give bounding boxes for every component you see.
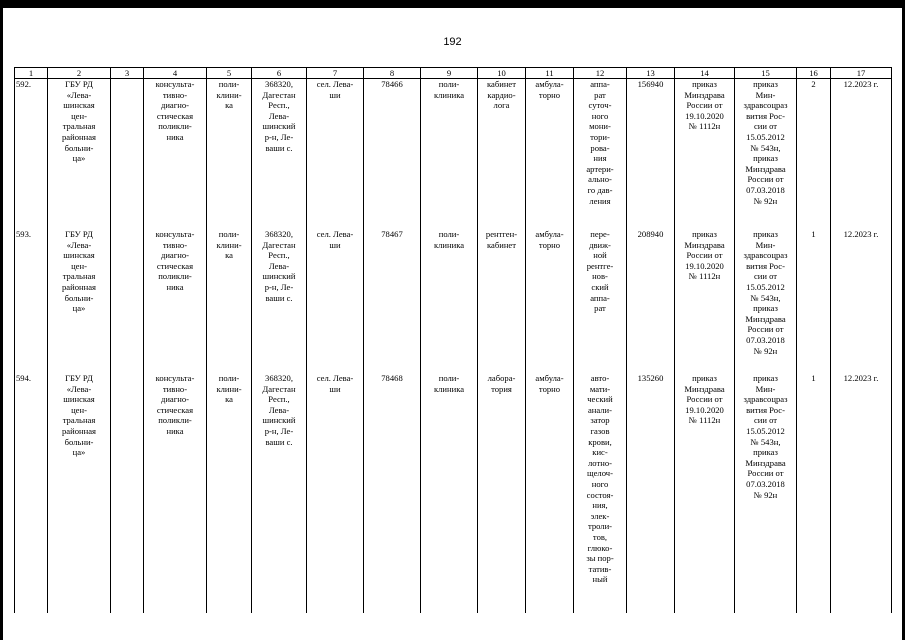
unit-cell xyxy=(207,373,252,613)
facility-type-line: тивно- xyxy=(162,383,188,394)
standard-line: 15.05.2012 xyxy=(746,425,785,436)
equipment-line: ческий xyxy=(587,394,613,405)
facility-type-line: стическая xyxy=(156,110,194,121)
equipment-line: ный xyxy=(592,574,608,585)
equipment-line: мати- xyxy=(589,383,611,394)
date-line: 12.2023 г. xyxy=(843,229,879,239)
organization-cell xyxy=(48,373,111,613)
department-line: клиника xyxy=(433,239,465,250)
quantity-cell xyxy=(797,373,831,613)
row-number-text: 592. xyxy=(16,79,32,89)
quantity-cell xyxy=(797,79,831,230)
room-cell xyxy=(478,373,526,613)
standard-line: Минздрава xyxy=(745,163,786,174)
address-line: Респ., xyxy=(268,100,290,111)
equipment-line: зы пор- xyxy=(586,553,614,564)
standard-line: № 543н, xyxy=(750,436,781,447)
equipment-line: ния, xyxy=(592,500,608,511)
equipment-cell xyxy=(574,79,627,230)
address-line: 368320, xyxy=(265,373,293,383)
unit-line: клини- xyxy=(216,89,242,100)
price-cell xyxy=(627,79,675,230)
table-row xyxy=(15,79,892,230)
organization-line: ца» xyxy=(72,153,86,164)
equipment-line: затор xyxy=(590,415,610,426)
equipment-line: щелоч- xyxy=(587,468,613,479)
standard-line: 07.03.2018 xyxy=(746,334,785,345)
organization-line: тральная xyxy=(62,271,96,282)
column-header: 12 xyxy=(574,68,627,79)
address-cell xyxy=(252,79,307,230)
standard-cell xyxy=(735,373,797,613)
address-line: 368320, xyxy=(265,79,293,89)
room-cell xyxy=(478,79,526,230)
standard-line: Минздрава xyxy=(745,457,786,468)
address-line: шинский xyxy=(262,121,296,132)
table-row xyxy=(15,229,892,373)
room-line: кабинет xyxy=(487,79,516,89)
address-cell xyxy=(252,229,307,373)
organization-line: шинская xyxy=(63,250,95,261)
organization-line: районная xyxy=(62,131,96,142)
column-header: 7 xyxy=(307,68,364,79)
code-cell xyxy=(364,229,421,373)
order-line: № 1112н xyxy=(688,271,721,282)
standard-line: № 543н, xyxy=(750,292,781,303)
facility-type-line: ника xyxy=(166,131,184,142)
standard-line: здравсоцраз xyxy=(743,394,788,405)
facility-type-line: диагно- xyxy=(160,100,190,111)
department-line: поли- xyxy=(438,79,460,89)
care-form-line: торно xyxy=(538,383,561,394)
equipment-line: рова- xyxy=(590,142,610,153)
order-line: России от xyxy=(686,100,723,111)
equipment-line: глюко- xyxy=(587,542,613,553)
equipment-line: лотно- xyxy=(588,457,612,468)
organization-line: районная xyxy=(62,281,96,292)
equipment-line: рентге- xyxy=(586,260,614,271)
equipment-line: ного xyxy=(591,478,609,489)
row-number-text: 593. xyxy=(16,229,32,239)
header-row xyxy=(15,68,892,79)
column-header: 10 xyxy=(478,68,526,79)
equipment-line: мони- xyxy=(589,121,611,132)
organization-line: шинская xyxy=(63,100,95,111)
date-cell xyxy=(831,79,892,230)
standard-line: № 92н xyxy=(753,345,778,356)
row-number-cell xyxy=(15,229,48,373)
code-line: 78466 xyxy=(381,79,403,89)
equipment-line: тори- xyxy=(590,131,610,142)
standard-line: приказ xyxy=(753,153,778,164)
equipment-line: движ- xyxy=(589,239,611,250)
equipment-line: анали- xyxy=(587,404,613,415)
facility-type-line: консульта- xyxy=(155,229,195,239)
equipment-line: го дав- xyxy=(587,184,613,195)
care-form-cell xyxy=(526,229,574,373)
locality-cell xyxy=(307,373,364,613)
organization-line: ГБУ РД xyxy=(65,79,93,89)
room-line: кабинет xyxy=(487,239,516,250)
care-form-line: амбула- xyxy=(535,79,564,89)
date-line: 12.2023 г. xyxy=(843,373,879,383)
locality-line: сел. Лева- xyxy=(316,229,354,239)
column-header: 5 xyxy=(207,68,252,79)
order-line: 19.10.2020 xyxy=(685,260,724,271)
price-cell xyxy=(627,229,675,373)
unit-line: ка xyxy=(225,394,233,405)
standard-line: вития Рос- xyxy=(746,110,785,121)
order-line: приказ xyxy=(692,229,717,239)
order-cell xyxy=(675,373,735,613)
organization-line: цен- xyxy=(71,404,87,415)
column-header: 15 xyxy=(735,68,797,79)
order-line: Минздрава xyxy=(684,239,725,250)
unit-line: ка xyxy=(225,250,233,261)
order-cell xyxy=(675,229,735,373)
standard-line: 15.05.2012 xyxy=(746,131,785,142)
standard-line: России от xyxy=(747,324,784,335)
standard-line: вития Рос- xyxy=(746,260,785,271)
standard-line: вития Рос- xyxy=(746,404,785,415)
column-header: 3 xyxy=(111,68,144,79)
column-header: 1 xyxy=(15,68,48,79)
department-cell xyxy=(421,79,478,230)
quantity-cell xyxy=(797,229,831,373)
department-cell xyxy=(421,373,478,613)
standard-cell xyxy=(735,79,797,230)
column-header: 2 xyxy=(48,68,111,79)
column-header: 6 xyxy=(252,68,307,79)
standard-line: приказ xyxy=(753,79,778,89)
date-line: 12.2023 г. xyxy=(843,79,879,89)
organization-line: ГБУ РД xyxy=(65,229,93,239)
organization-line: ца» xyxy=(72,303,86,314)
organization-cell xyxy=(48,79,111,230)
scan-border-top xyxy=(0,0,905,8)
order-cell xyxy=(675,79,735,230)
quantity-line: 1 xyxy=(811,373,816,383)
code-cell xyxy=(364,79,421,230)
standard-line: приказ xyxy=(753,373,778,383)
equipment-line: суточ- xyxy=(588,100,612,111)
address-line: Лева- xyxy=(268,260,290,271)
column-header: 9 xyxy=(421,68,478,79)
equipment-line: тов, xyxy=(592,531,608,542)
unit-line: поли- xyxy=(218,79,240,89)
unit-line: ка xyxy=(225,100,233,111)
standard-line: приказ xyxy=(753,229,778,239)
equipment-line: элек- xyxy=(590,510,610,521)
address-line: Дагестан xyxy=(262,89,296,100)
price-line: 208940 xyxy=(637,229,664,239)
equipment-cell xyxy=(574,229,627,373)
equipment-line: крови, xyxy=(588,436,612,447)
organization-line: тральная xyxy=(62,415,96,426)
room-line: тория xyxy=(491,383,512,394)
equipment-line: авто- xyxy=(590,373,610,383)
organization-line: больни- xyxy=(64,292,94,303)
care-form-line: торно xyxy=(538,89,561,100)
address-line: Лева- xyxy=(268,404,290,415)
standard-line: Мин- xyxy=(755,89,776,100)
facility-type-line: стическая xyxy=(156,404,194,415)
locality-line: ши xyxy=(329,383,341,394)
address-line: р-н, Ле- xyxy=(264,281,294,292)
standard-line: 07.03.2018 xyxy=(746,478,785,489)
locality-cell xyxy=(307,229,364,373)
standard-line: Мин- xyxy=(755,383,776,394)
organization-cell xyxy=(48,229,111,373)
order-line: 19.10.2020 xyxy=(685,404,724,415)
room-line: лабора- xyxy=(487,373,516,383)
facility-type-line: поликли- xyxy=(158,415,192,426)
equipment-line: ский xyxy=(591,281,609,292)
address-line: Респ., xyxy=(268,394,290,405)
organization-line: ца» xyxy=(72,447,86,458)
standard-line: 15.05.2012 xyxy=(746,281,785,292)
equipment-registry-table xyxy=(14,67,892,613)
address-line: 368320, xyxy=(265,229,293,239)
row-number-text: 594. xyxy=(16,373,32,383)
locality-line: ши xyxy=(329,239,341,250)
care-form-cell xyxy=(526,79,574,230)
equipment-line: рат xyxy=(594,303,606,314)
locality-line: ши xyxy=(329,89,341,100)
standard-line: № 92н xyxy=(753,489,778,500)
standard-line: здравсоцраз xyxy=(743,100,788,111)
facility-type-cell xyxy=(144,229,207,373)
department-line: поли- xyxy=(438,229,460,239)
unit-cell xyxy=(207,79,252,230)
facility-type-cell xyxy=(144,373,207,613)
address-line: Лева- xyxy=(268,110,290,121)
standard-line: сии от xyxy=(753,121,778,132)
column-3-cell xyxy=(111,373,144,613)
organization-line: больни- xyxy=(64,436,94,447)
unit-line: поли- xyxy=(218,229,240,239)
address-line: Респ., xyxy=(268,250,290,261)
locality-line: сел. Лева- xyxy=(316,373,354,383)
equipment-line: аппа- xyxy=(590,292,610,303)
standard-line: 07.03.2018 xyxy=(746,184,785,195)
address-line: р-н, Ле- xyxy=(264,425,294,436)
column-header: 4 xyxy=(144,68,207,79)
standard-line: Минздрава xyxy=(745,313,786,324)
code-line: 78467 xyxy=(381,229,403,239)
facility-type-line: консульта- xyxy=(155,79,195,89)
scan-border-left xyxy=(0,0,3,640)
organization-line: «Лева- xyxy=(66,239,92,250)
department-line: клиника xyxy=(433,383,465,394)
standard-line: приказ xyxy=(753,303,778,314)
standard-line: приказ xyxy=(753,447,778,458)
care-form-line: амбула- xyxy=(535,373,564,383)
column-header: 11 xyxy=(526,68,574,79)
facility-type-line: ника xyxy=(166,281,184,292)
equipment-line: троли- xyxy=(587,521,613,532)
date-cell xyxy=(831,229,892,373)
organization-line: цен- xyxy=(71,260,87,271)
facility-type-line: поликли- xyxy=(158,271,192,282)
facility-type-line: диагно- xyxy=(160,394,190,405)
organization-line: цен- xyxy=(71,110,87,121)
equipment-line: пере- xyxy=(590,229,610,239)
organization-line: «Лева- xyxy=(66,383,92,394)
date-cell xyxy=(831,373,892,613)
column-3-cell xyxy=(111,229,144,373)
locality-cell xyxy=(307,79,364,230)
standard-line: Мин- xyxy=(755,239,776,250)
room-line: лога xyxy=(493,100,510,111)
facility-type-cell xyxy=(144,79,207,230)
column-header: 17 xyxy=(831,68,892,79)
equipment-line: состоя- xyxy=(586,489,614,500)
unit-line: поли- xyxy=(218,373,240,383)
facility-type-line: тивно- xyxy=(162,89,188,100)
order-line: Минздрава xyxy=(684,383,725,394)
organization-line: «Лева- xyxy=(66,89,92,100)
room-line: кардио- xyxy=(487,89,516,100)
locality-line: сел. Лева- xyxy=(316,79,354,89)
standard-cell xyxy=(735,229,797,373)
unit-line: клини- xyxy=(216,239,242,250)
column-header: 13 xyxy=(627,68,675,79)
care-form-line: торно xyxy=(538,239,561,250)
order-line: № 1112н xyxy=(688,415,721,426)
unit-cell xyxy=(207,229,252,373)
equipment-line: рат xyxy=(594,89,606,100)
order-line: Минздрава xyxy=(684,89,725,100)
care-form-line: амбула- xyxy=(535,229,564,239)
department-line: клиника xyxy=(433,89,465,100)
page-number: 192 xyxy=(443,36,462,48)
order-line: № 1112н xyxy=(688,121,721,132)
room-line: рентген- xyxy=(485,229,518,239)
facility-type-line: поликли- xyxy=(158,121,192,132)
column-3-cell xyxy=(111,79,144,230)
standard-line: России от xyxy=(747,468,784,479)
equipment-line: аппа- xyxy=(590,79,610,89)
table-row xyxy=(15,373,892,613)
standard-line: № 543н, xyxy=(750,142,781,153)
order-line: России от xyxy=(686,250,723,261)
column-header: 8 xyxy=(364,68,421,79)
address-line: р-н, Ле- xyxy=(264,131,294,142)
standard-line: сии от xyxy=(753,415,778,426)
equipment-line: татив- xyxy=(588,563,612,574)
order-line: приказ xyxy=(692,79,717,89)
address-line: шинский xyxy=(262,271,296,282)
facility-type-line: консульта- xyxy=(155,373,195,383)
address-line: ваши с. xyxy=(265,292,293,303)
standard-line: сии от xyxy=(753,271,778,282)
row-number-cell xyxy=(15,79,48,230)
address-line: ваши с. xyxy=(265,436,293,447)
organization-line: районная xyxy=(62,425,96,436)
facility-type-line: диагно- xyxy=(160,250,190,261)
facility-type-line: тивно- xyxy=(162,239,188,250)
equipment-line: кис- xyxy=(592,447,608,458)
order-line: 19.10.2020 xyxy=(685,110,724,121)
equipment-line: ного xyxy=(591,110,609,121)
equipment-line: нов- xyxy=(592,271,608,282)
code-line: 78468 xyxy=(381,373,403,383)
code-cell xyxy=(364,373,421,613)
equipment-line: ной xyxy=(593,250,607,261)
price-line: 135260 xyxy=(637,373,664,383)
organization-line: ГБУ РД xyxy=(65,373,93,383)
organization-line: тральная xyxy=(62,121,96,132)
column-header: 14 xyxy=(675,68,735,79)
facility-type-line: ника xyxy=(166,425,184,436)
column-header: 16 xyxy=(797,68,831,79)
standard-line: здравсоцраз xyxy=(743,250,788,261)
address-line: Дагестан xyxy=(262,383,296,394)
address-line: шинский xyxy=(262,415,296,426)
care-form-cell xyxy=(526,373,574,613)
quantity-line: 1 xyxy=(811,229,816,239)
organization-line: больни- xyxy=(64,142,94,153)
department-cell xyxy=(421,229,478,373)
price-line: 156940 xyxy=(637,79,664,89)
organization-line: шинская xyxy=(63,394,95,405)
equipment-line: ления xyxy=(589,195,611,206)
unit-line: клини- xyxy=(216,383,242,394)
equipment-line: ально- xyxy=(588,174,612,185)
address-cell xyxy=(252,373,307,613)
equipment-cell xyxy=(574,373,627,613)
address-line: ваши с. xyxy=(265,142,293,153)
room-cell xyxy=(478,229,526,373)
standard-line: № 92н xyxy=(753,195,778,206)
equipment-line: газов xyxy=(590,425,610,436)
order-line: России от xyxy=(686,394,723,405)
department-line: поли- xyxy=(438,373,460,383)
address-line: Дагестан xyxy=(262,239,296,250)
equipment-line: артери- xyxy=(586,163,614,174)
standard-line: России от xyxy=(747,174,784,185)
equipment-line: ния xyxy=(593,153,607,164)
order-line: приказ xyxy=(692,373,717,383)
row-number-cell xyxy=(15,373,48,613)
facility-type-line: стическая xyxy=(156,260,194,271)
quantity-line: 2 xyxy=(811,79,816,89)
price-cell xyxy=(627,373,675,613)
